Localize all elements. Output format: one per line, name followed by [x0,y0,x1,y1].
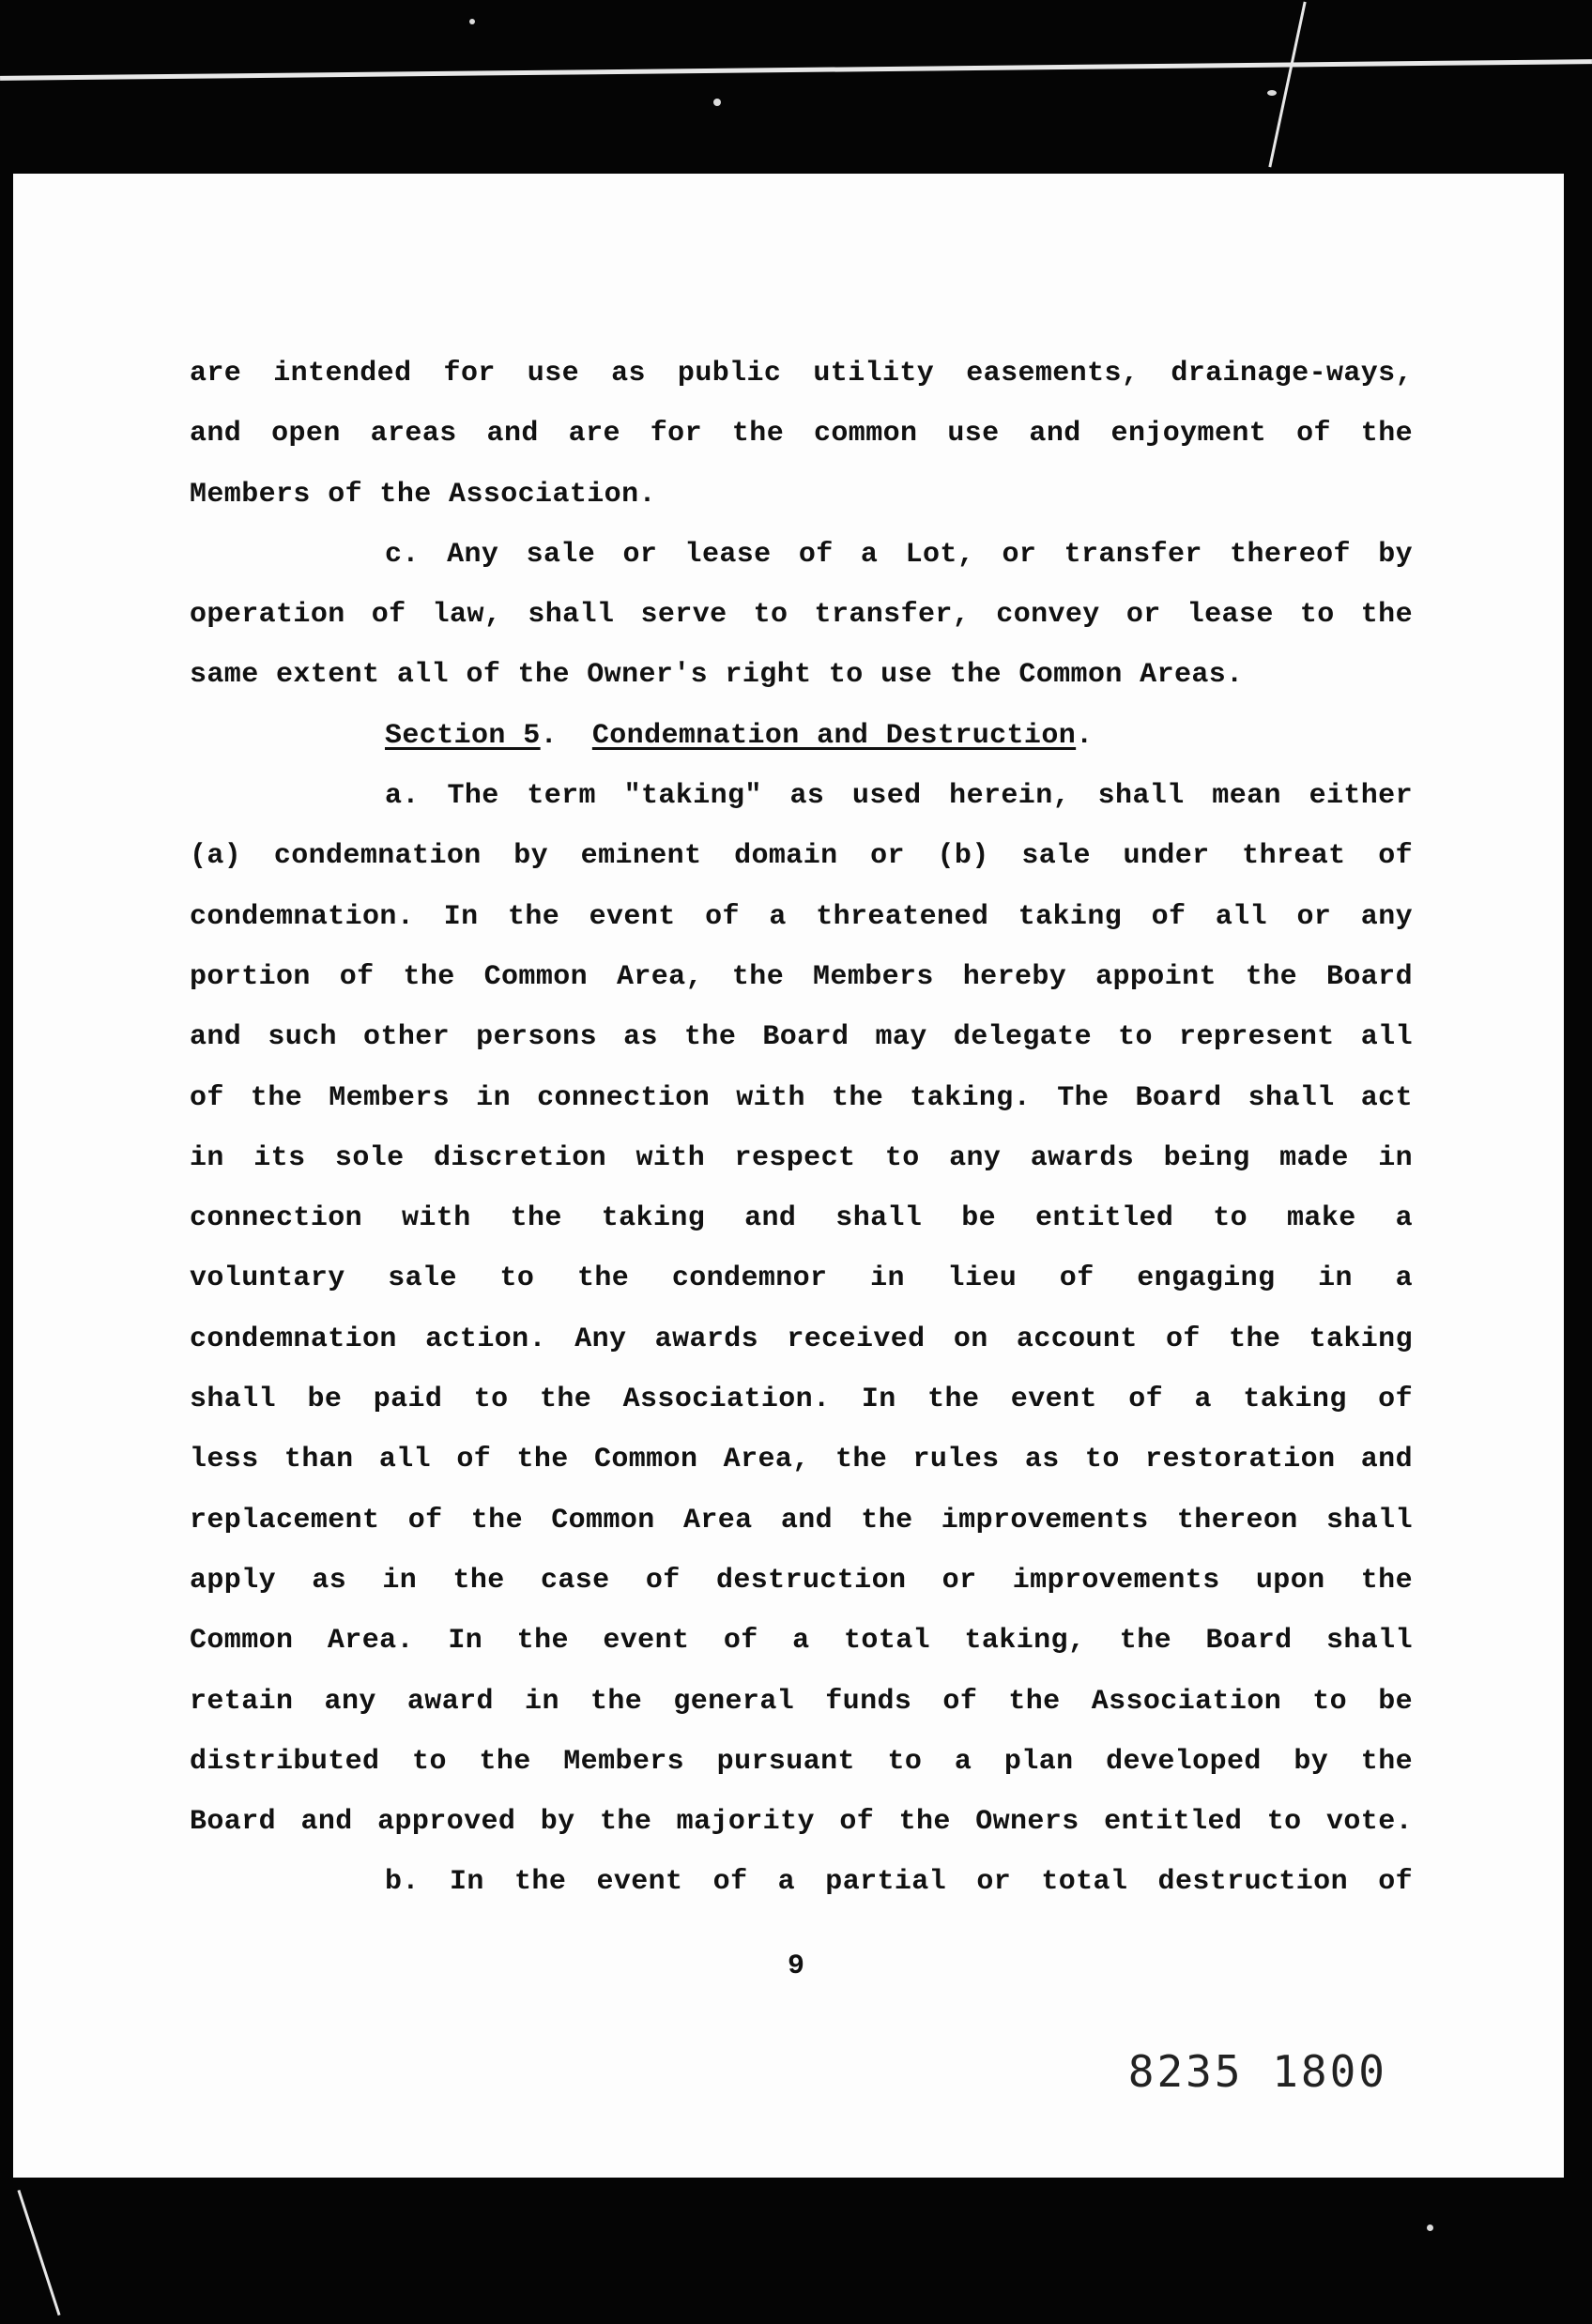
scan-speck [1427,2225,1433,2231]
text-line: in its sole discretion with respect to any awards being made in [190,1141,1413,1174]
text-line: apply as in the case of destruction or improvements upon the [190,1564,1413,1597]
text-line: Board and approved by the majority of the Owners entitled to vote. [190,1806,1413,1839]
text-line: are intended for use as public utility easements, drainage-ways, [190,358,1413,390]
text-line: of the Members in connection with the taking. The Board shall act [190,1081,1413,1114]
section-number: Section 5 [385,719,541,752]
section-heading: Section 5. Condemnation and Destruction. [385,719,1094,752]
scan-border-line [0,59,1592,81]
text-line: condemnation. In the event of a threatened taking of all or any [190,900,1413,933]
text-line: less than all of the Common Area, the rules as to restoration and [190,1444,1413,1476]
text-line: retain any award in the general funds of the Association to be [190,1685,1413,1718]
scan-border-line [1268,2,1306,168]
text-line: c. Any sale or lease of a Lot, or transfer thereof by [385,538,1413,571]
page-number: 9 [787,1950,804,1982]
text-line: condemnation action. Any awards received on account of the taking [190,1323,1413,1355]
text-line: shall be paid to the Association. In the event of a taking of [190,1384,1413,1416]
text-line: b. In the event of a partial or total destruction of [385,1866,1413,1899]
text-line: distributed to the Members pursuant to a plan developed by the [190,1745,1413,1778]
text-line: voluntary sale to the condemnor in lieu of engaging in a [190,1262,1413,1295]
text-line: a. The term "taking" as used herein, shall mean either [385,780,1413,813]
text-line: replacement of the Common Area and the improvements thereon shall [190,1504,1413,1537]
text-line: connection with the taking and shall be entitled to make a [190,1202,1413,1235]
scan-border-line [17,2190,60,2316]
text-line: (a) condemnation by eminent domain or (b) sale under threat of [190,840,1413,873]
text-line: Common Area. In the event of a total taking, the Board shall [190,1625,1413,1658]
text-line: portion of the Common Area, the Members hereby appoint the Board [190,960,1413,993]
text-line: same extent all of the Owner's right to use the Common Areas. [190,659,1244,692]
text-line: and such other persons as the Board may delegate to represent all [190,1021,1413,1054]
scan-speck [1267,90,1277,96]
scan-speck [713,99,721,106]
scan-speck [469,19,475,24]
text-line: operation of law, shall serve to transfer, convey or lease to the [190,599,1413,632]
section-title: Condemnation and Destruction [591,719,1077,752]
text-line: and open areas and are for the common use and enjoyment of the [190,418,1413,451]
document-body [190,344,1413,1913]
document-code: 8235 1800 [1127,2046,1387,2097]
text-line: Members of the Association. [190,478,656,511]
